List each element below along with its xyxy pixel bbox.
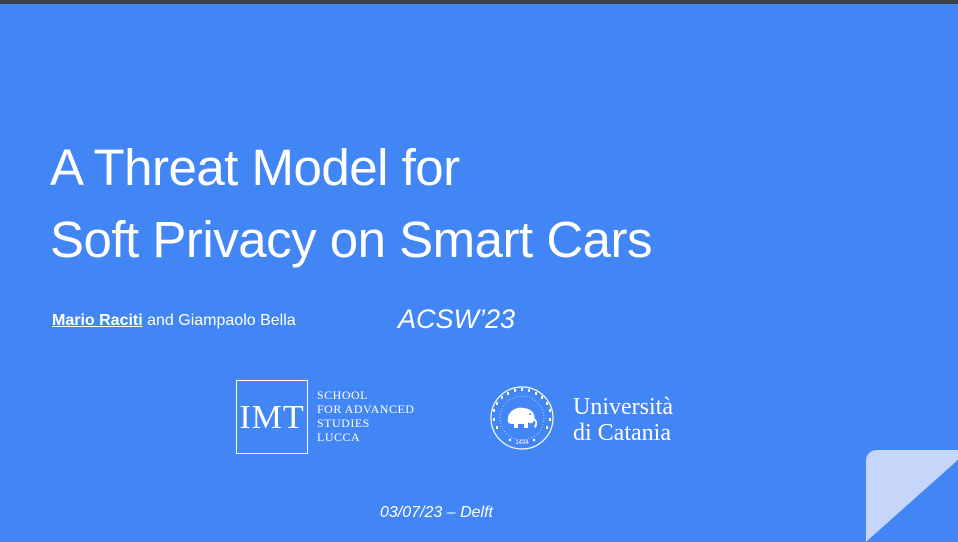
seal-year: 1434: [515, 440, 529, 446]
imt-line: FOR ADVANCED: [317, 402, 415, 416]
date-location: 03/07/23 – Delft: [380, 504, 493, 521]
imt-school-text: [317, 388, 414, 444]
title-line-1: A Threat Model for: [50, 139, 460, 196]
unict-seal-icon: [488, 384, 556, 452]
imt-line: LUCCA: [317, 430, 361, 444]
unict-line-1: Università: [573, 394, 673, 420]
imt-line: STUDIES: [317, 416, 370, 430]
unict-name: [573, 394, 673, 446]
conference-name: ACSW’23: [398, 304, 516, 334]
page-curl-icon[interactable]: [866, 450, 958, 542]
authors: [52, 312, 296, 330]
unict-logo: [488, 384, 688, 456]
title-line-2: Soft Privacy on Smart Cars: [50, 211, 653, 268]
imt-line: SCHOOL: [317, 388, 369, 402]
slide-canvas: [0, 4, 958, 542]
imt-letters: IMT: [239, 399, 305, 436]
first-author-link[interactable]: Mario Raciti: [52, 312, 143, 329]
unict-line-2: di Catania: [573, 420, 671, 446]
co-author-text: and Giampaolo Bella: [142, 312, 296, 329]
slide-title: [50, 132, 652, 276]
